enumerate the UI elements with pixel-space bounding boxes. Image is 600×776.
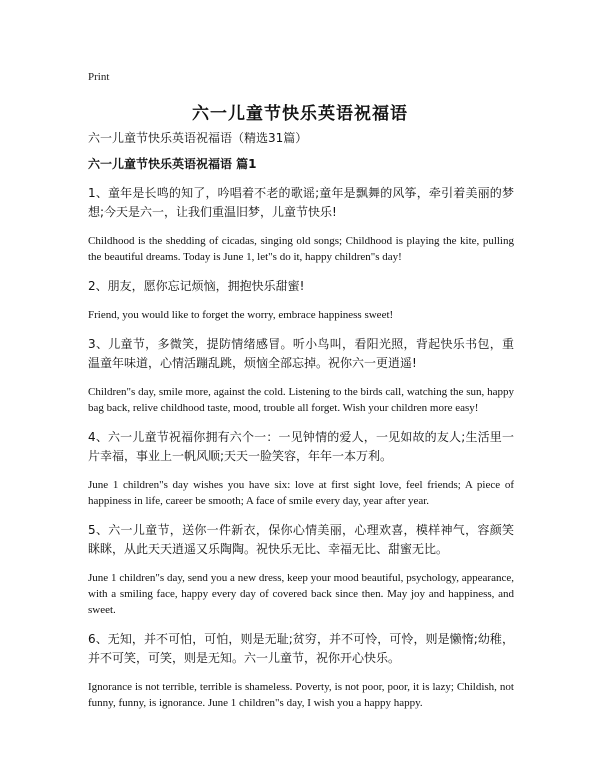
paragraph-en-6: Ignorance is not terrible, terrible is shameless. Poverty, is not poor, poor, it is lazy; Childish, not funny, funny, is ignorance. June 1 children"s day, I wish you a happy happy. [88, 681, 514, 709]
section-heading: 六一儿童节快乐英语祝福语 篇1 [88, 157, 257, 171]
paragraph-en-2: Friend, you would like to forget the worry, embrace happiness sweet! [88, 309, 394, 321]
print-label[interactable]: Print [88, 71, 110, 83]
paragraph-zh-1: 1、童年是长鸣的知了，吟唱着不老的歌谣;童年是飘舞的风筝，牵引着美丽的梦想;今天是六一，让我们重温旧梦，儿童节快乐! [88, 186, 514, 219]
document-title: 六一儿童节快乐英语祝福语 [192, 104, 408, 124]
paragraph-zh-3: 3、儿童节，多微笑，提防情绪感冒。听小鸟叫，看阳光照，背起快乐书包，重温童年味道，心情活蹦乱跳，烦恼全部忘掉。祝你六一更逍遥! [88, 337, 514, 370]
paragraph-zh-2: 2、朋友，愿你忘记烦恼，拥抱快乐甜蜜! [88, 279, 305, 293]
paragraph-en-4: June 1 children"s day wishes you have six: love at first sight love, feel friends; A piece of happiness in life, career be smooth; A face of smile every day, year after year. [88, 479, 514, 507]
paragraph-en-3: Children"s day, smile more, against the cold. Listening to the birds call, watching the sun, happy bag back, relive childhood taste, mood, trouble all forget. Wish your children more easy! [88, 386, 514, 414]
paragraph-zh-5: 5、六一儿童节，送你一件新衣，保你心情美丽，心理欢喜，模样神气，容颜笑眯眯，从此天天逍遥又乐陶陶。祝快乐无比、幸福无比、甜蜜无比。 [88, 523, 514, 556]
paragraph-zh-4: 4、六一儿童节祝福你拥有六个一：一见钟情的爱人，一见如故的友人;生活里一片幸福，事业上一帆风顺;天天一脸笑容，年年一本万利。 [88, 430, 514, 463]
paragraph-en-5: June 1 children"s day, send you a new dress, keep your mood beautiful, psychology, appearance, with a smiling face, happy every day of covered back since then. May joy and happiness, and sweet. [88, 572, 514, 616]
document-body [88, 130, 514, 723]
paragraph-en-1: Childhood is the shedding of cicadas, singing old songs; Childhood is playing the kite, pulling the beautiful dreams. Today is June 1, let"s do it, happy children"s day! [88, 235, 514, 263]
document-subtitle: 六一儿童节快乐英语祝福语（精选31篇） [88, 131, 308, 145]
paragraph-zh-6: 6、无知，并不可怕，可怕，则是无耻;贫穷，并不可怜，可怜，则是懒惰;幼稚，并不可笑，可笑，则是无知。六一儿童节，祝你开心快乐。 [88, 632, 514, 665]
